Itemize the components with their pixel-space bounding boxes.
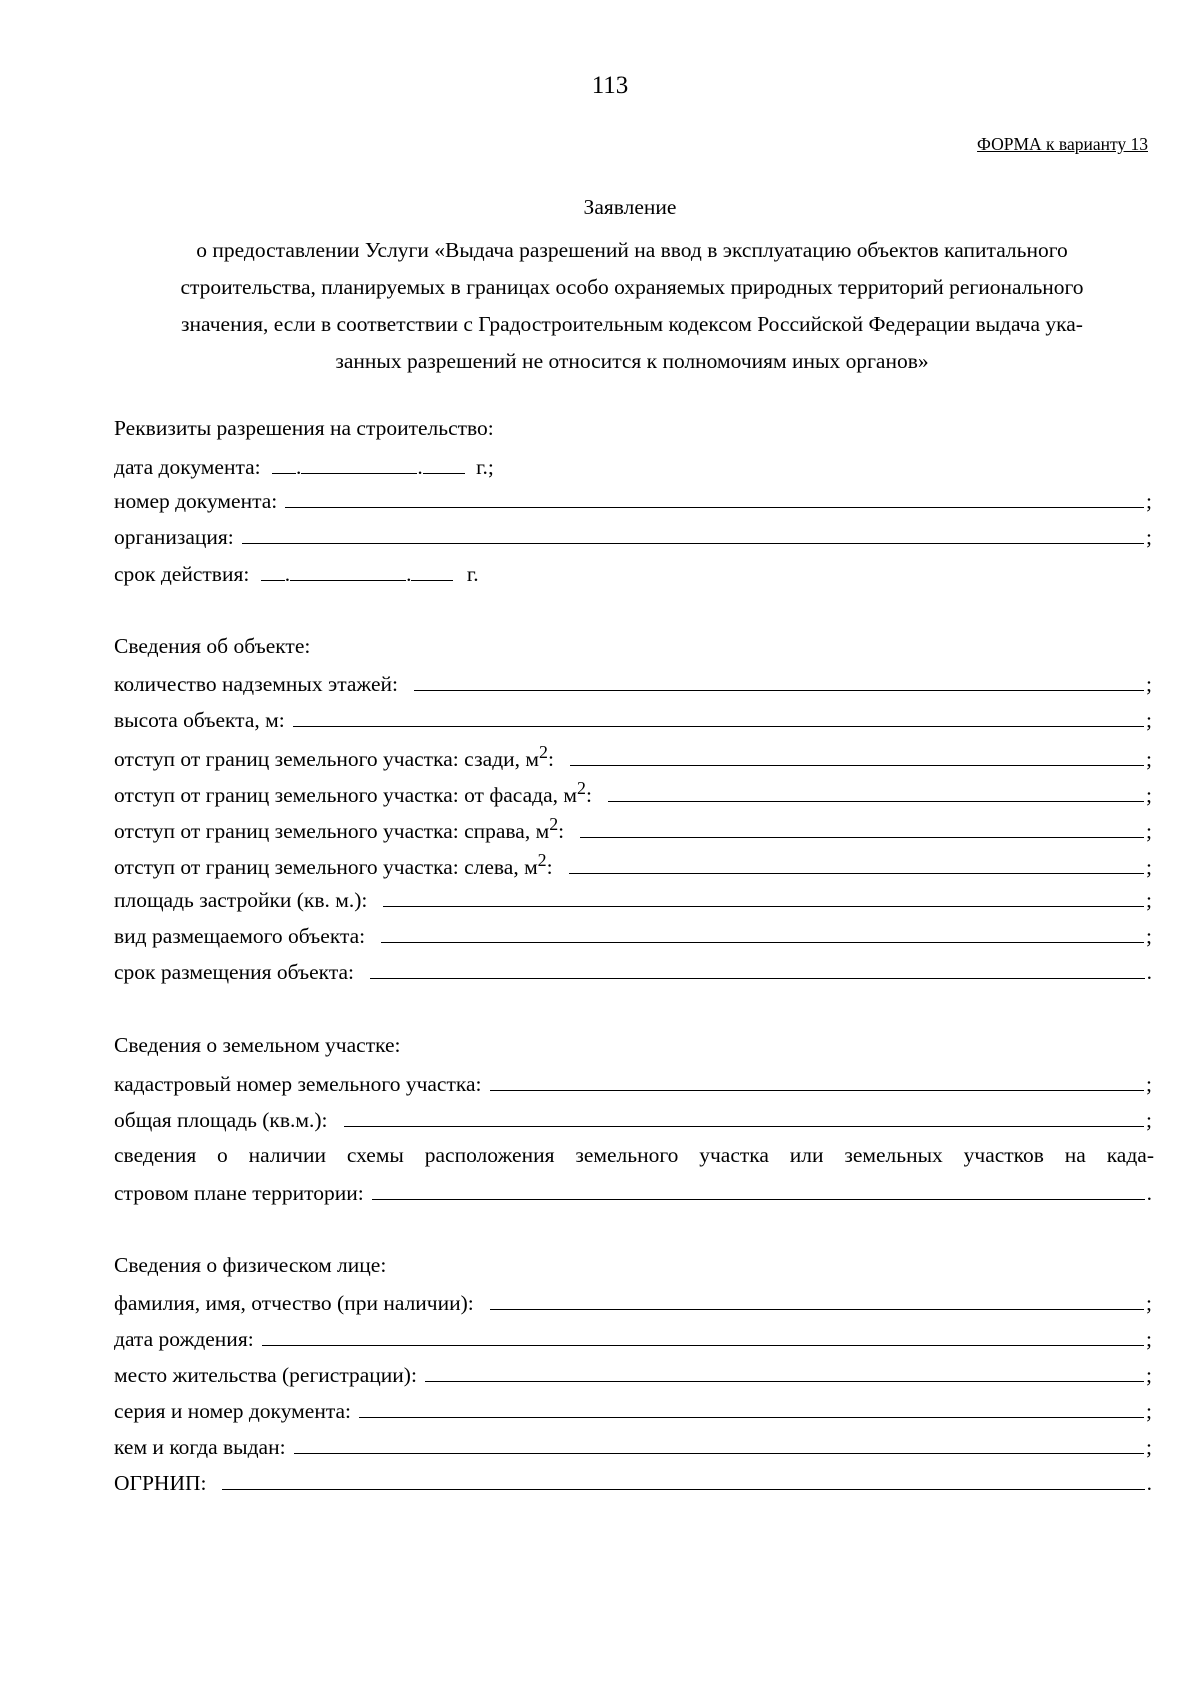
object-type-field[interactable] [381, 922, 1144, 943]
permit-doc-number-field[interactable] [285, 487, 1144, 508]
placement-term-row: срок размещения объекта: . [114, 960, 1152, 984]
scheme-label: стровом плане территории: [114, 1181, 364, 1205]
permit-doc-date-suffix: г.; [476, 455, 494, 479]
full-name-field[interactable] [490, 1289, 1144, 1310]
residence-field[interactable] [425, 1361, 1144, 1382]
permit-organization-label: организация: [114, 525, 234, 549]
page-number: 113 [591, 72, 629, 99]
setback-rear-field[interactable] [570, 745, 1144, 766]
cadastral-row: кадастровый номер земельного участка: ; [114, 1072, 1152, 1096]
permit-doc-number-row: номер документа: ; [114, 489, 1152, 513]
setback-rear-row: отступ от границ земельного участка: сзади, $м^2$: ; [114, 742, 1152, 772]
setback-right-row: отступ от границ земельного участка: справа, $м^2$: ; [114, 814, 1152, 844]
form-reference: ФОРМА к варианту 13 [977, 134, 1148, 154]
built-area-row: площадь застройки (кв. м.): ; [114, 888, 1152, 912]
person-heading: Сведения о физическом лице: [114, 1253, 387, 1277]
setback-right-label: отступ от границ земельного участка: справа, $м^2$: [114, 814, 565, 844]
permit-validity-suffix: г. [466, 562, 479, 586]
object-floors-label: количество надземных этажей: [114, 672, 399, 696]
setback-front-label: отступ от границ земельного участка: от фасада, $м^2$: [114, 778, 592, 808]
object-type-row: вид размещаемого объекта: ; [114, 924, 1152, 948]
land-area-row: общая площадь (кв.м.): ; [114, 1108, 1152, 1132]
placement-term-field[interactable] [370, 958, 1145, 979]
permit-doc-date-month-field[interactable] [301, 453, 417, 474]
setback-right-field[interactable] [580, 817, 1144, 838]
land-area-field[interactable] [344, 1106, 1145, 1127]
built-area-label: площадь застройки (кв. м.): [114, 888, 368, 912]
subtitle-line: значения, если в соответствии с Градостроительным кодексом Российской Федерации выдача ука- [181, 312, 1083, 336]
object-floors-row: количество надземных этажей: ; [114, 672, 1152, 696]
cadastral-label: кадастровый номер земельного участка: [114, 1072, 482, 1096]
permit-heading: Реквизиты разрешения на строительство: [114, 416, 494, 440]
document-subtitle [118, 232, 1146, 380]
permit-validity-month-field[interactable] [290, 560, 406, 581]
doc-series-row: серия и номер документа: ; [114, 1399, 1152, 1423]
setback-left-row: отступ от границ земельного участка: слева, $м^2$: ; [114, 850, 1152, 880]
permit-validity-day-field[interactable] [261, 560, 285, 581]
setback-left-label: отступ от границ земельного участка: слева, $м^2$: [114, 850, 553, 880]
object-height-label: высота объекта, м: [114, 708, 285, 732]
issued-label: кем и когда выдан: [114, 1435, 286, 1459]
birth-date-row: дата рождения: ; [114, 1327, 1152, 1351]
residence-label: место жительства (регистрации): [114, 1363, 417, 1387]
issued-row: кем и когда выдан: ; [114, 1435, 1152, 1459]
permit-organization-field[interactable] [242, 523, 1144, 544]
setback-front-field[interactable] [608, 781, 1144, 802]
object-height-field[interactable] [293, 706, 1144, 727]
ogrnip-label: ОГРНИП: [114, 1471, 207, 1495]
permit-doc-date-day-field[interactable] [272, 453, 296, 474]
scheme-field[interactable] [372, 1179, 1145, 1200]
object-height-row: высота объекта, м: ; [114, 708, 1152, 732]
scheme-row: стровом плане территории: . [114, 1181, 1152, 1205]
permit-doc-number-label: номер документа: [114, 489, 278, 513]
ogrnip-row: ОГРНИП: . [114, 1471, 1152, 1495]
built-area-field[interactable] [383, 886, 1144, 907]
full-name-row: фамилия, имя, отчество (при наличии): ; [114, 1291, 1152, 1315]
land-heading: Сведения о земельном участке: [114, 1033, 401, 1057]
residence-row: место жительства (регистрации): ; [114, 1363, 1152, 1387]
scheme-text: сведения о наличии схемы расположения земельного участка или земельных участков на када- [114, 1143, 1154, 1167]
permit-validity-year-field[interactable] [411, 560, 453, 581]
full-name-label: фамилия, имя, отчество (при наличии): [114, 1291, 474, 1315]
birth-date-field[interactable] [262, 1325, 1144, 1346]
cadastral-field[interactable] [490, 1070, 1145, 1091]
subtitle-line: занных разрешений не относится к полномочиям иных органов» [335, 349, 929, 373]
setback-front-row: отступ от границ земельного участка: от фасада, $м^2$: ; [114, 778, 1152, 808]
permit-validity-row: срок действия: . . г. [114, 562, 479, 586]
setback-left-field[interactable] [569, 853, 1144, 874]
land-area-label: общая площадь (кв.м.): [114, 1108, 328, 1132]
permit-organization-row: организация: ; [114, 525, 1152, 549]
doc-series-label: серия и номер документа: [114, 1399, 351, 1423]
doc-series-field[interactable] [359, 1397, 1144, 1418]
permit-doc-date-label: дата документа: [114, 455, 261, 479]
placement-term-label: срок размещения объекта: [114, 960, 355, 984]
subtitle-line: строительства, планируемых в границах особо охраняемых природных территорий регионального [180, 275, 1084, 299]
object-heading: Сведения об объекте: [114, 634, 311, 658]
document-title: Заявление [583, 195, 677, 219]
object-type-label: вид размещаемого объекта: [114, 924, 366, 948]
permit-validity-label: срок действия: [114, 562, 250, 586]
birth-date-label: дата рождения: [114, 1327, 254, 1351]
issued-field[interactable] [294, 1433, 1144, 1454]
permit-doc-date-row: дата документа: . . г.; [114, 455, 494, 479]
subtitle-line: о предоставлении Услуги «Выдача разрешений на ввод в эксплуатацию объектов капитального [196, 238, 1068, 262]
object-floors-field[interactable] [414, 670, 1144, 691]
ogrnip-field[interactable] [222, 1469, 1144, 1490]
setback-rear-label: отступ от границ земельного участка: сзади, $м^2$: [114, 742, 554, 772]
permit-doc-date-year-field[interactable] [423, 453, 465, 474]
